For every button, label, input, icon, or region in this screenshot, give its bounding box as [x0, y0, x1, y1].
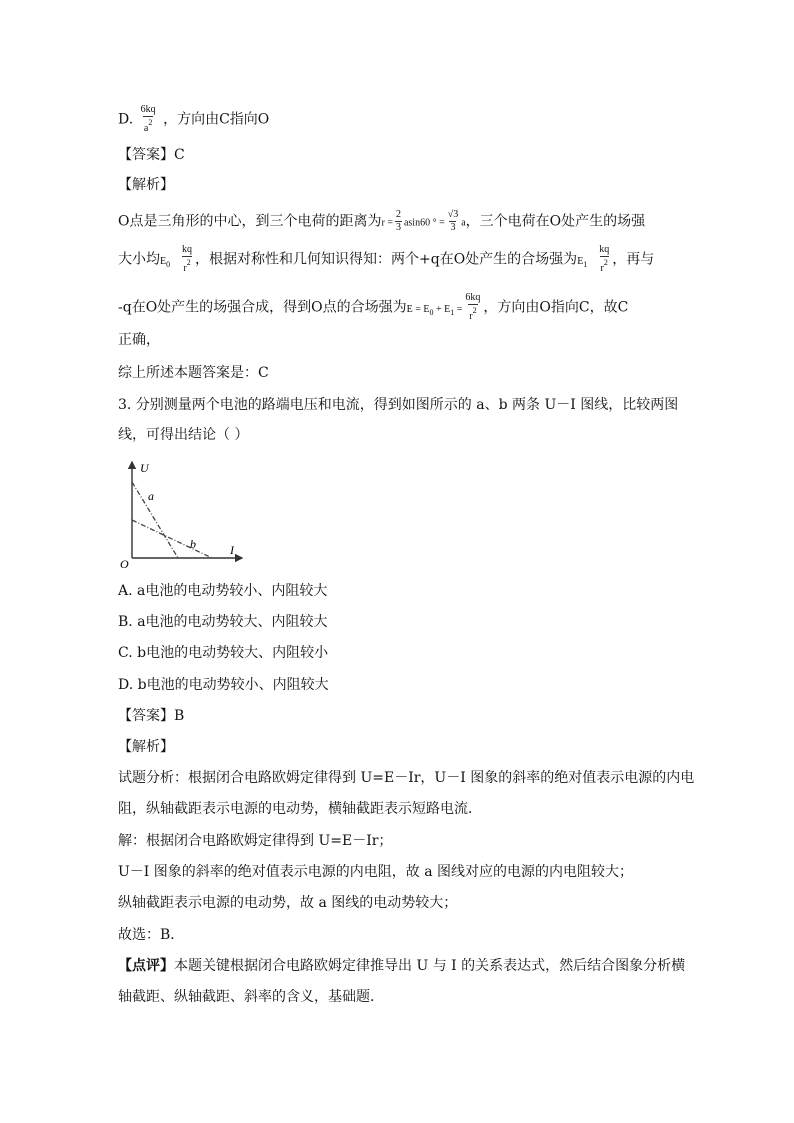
den-exponent: 2	[603, 258, 608, 267]
formula-a: a	[461, 217, 466, 229]
text: 大小均	[118, 251, 160, 268]
u-label: U	[140, 461, 149, 475]
analysis-1-line-2	[118, 244, 654, 275]
fraction-numerator: 6kq	[465, 292, 481, 303]
fraction-denominator	[600, 256, 609, 275]
fraction-denominator	[182, 256, 191, 275]
analysis-3-line: 解：根据闭合电路欧姆定律得到 U=E－Ir；	[118, 833, 393, 849]
den-exponent: 2	[186, 258, 191, 267]
comment-label: 【点评】	[118, 958, 174, 974]
den-base: r	[600, 263, 604, 274]
fraction-numerator: 6kq	[140, 104, 156, 115]
e-symbol: E	[577, 255, 584, 267]
comment-text: 本题关键根据闭合电路欧姆定律推导出 U 与 I 的关系表达式，然后结合图象分析横	[174, 958, 686, 974]
option-d: D. b电池的电动势较小、内阻较大	[118, 677, 329, 693]
formula-e0	[160, 256, 170, 267]
option-label: D.	[118, 111, 134, 128]
analysis-1-heading: 【解析】	[118, 177, 174, 193]
analysis-1-line-4: 正确，	[118, 332, 160, 348]
formula-asin: asin60 ° =	[403, 217, 445, 229]
analysis-3-line: 故选：B．	[118, 927, 185, 943]
fraction	[395, 209, 402, 234]
summary-1: 综上所述本题答案是：C	[118, 365, 269, 381]
fraction-denominator: 3	[395, 222, 401, 233]
formula-r: r =	[381, 217, 393, 229]
answer-1: 【答案】C	[118, 147, 185, 163]
fraction-numerator: 2	[395, 209, 401, 220]
text: ，三个电荷在O处产生的场强	[465, 213, 646, 230]
prev-option-d	[118, 104, 269, 135]
text: ，根据对称性和几何知识得知：两个+q在O处产生的合场强为	[195, 251, 578, 268]
formula-part: =	[456, 303, 463, 315]
option-b: B. a电池的电动势较大、内阻较大	[118, 614, 328, 630]
option-text: ，方向由C指向O	[163, 111, 270, 128]
e-symbol: E	[160, 255, 167, 267]
analysis-3-line: 阻，纵轴截距表示电源的电动势，横轴截距表示短路电流．	[118, 801, 482, 817]
formula-part: + E	[436, 303, 451, 315]
fraction-denominator: 3	[450, 222, 456, 233]
formula-part: E = E	[406, 303, 430, 315]
den-exponent: 2	[148, 118, 153, 127]
origin-label: O	[120, 557, 129, 570]
fraction-denominator	[143, 116, 153, 135]
text: -q在O处产生的场强合成，得到O点的合场强为	[118, 299, 407, 316]
text: O点是三角形的中心，到三个电荷的距离为	[118, 213, 382, 230]
den-exponent: 2	[472, 306, 477, 315]
fraction-numerator: √3	[447, 209, 459, 220]
analysis-1-line-1	[118, 209, 645, 234]
analysis-3-line: 纵轴截距表示电源的电动势，故 a 图线的电动势较大；	[118, 895, 458, 911]
ui-graph-figure	[118, 458, 248, 570]
a-label: a	[148, 489, 154, 503]
text: ，再与	[612, 251, 655, 268]
fraction-denominator	[468, 304, 477, 323]
analysis-3-line: U－I 图象的斜率的绝对值表示电源的内电阻，故 a 图线对应的电源的内电阻较大；	[118, 864, 634, 880]
analysis-3-heading: 【解析】	[118, 739, 174, 755]
den-base: r	[469, 311, 473, 322]
fraction-numerator: kq	[599, 244, 610, 255]
comment-line-2: 轴截距、纵轴截距、斜率的含义，基础题．	[118, 989, 384, 1005]
formula-e1	[577, 256, 587, 267]
e-subscript: 0	[166, 259, 171, 269]
e-subscript: 1	[583, 259, 588, 269]
den-base: a	[143, 123, 149, 134]
fraction	[464, 292, 481, 323]
fraction	[181, 244, 193, 275]
analysis-1-line-3	[118, 292, 628, 323]
den-base: r	[183, 263, 187, 274]
question-3-line-1: 3. 分别测量两个电池的路端电压和电流，得到如图所示的 a、b 两条 U－I 图线，比较两图	[118, 397, 679, 413]
question-3-line-2: 线，可得出结论（ ）	[118, 427, 249, 443]
fraction-numerator: kq	[182, 244, 193, 255]
fraction	[140, 104, 157, 135]
i-label: I	[230, 543, 234, 557]
answer-3: 【答案】B	[118, 708, 185, 724]
line-a	[132, 482, 178, 558]
fraction	[447, 209, 460, 234]
comment-line-1	[118, 956, 685, 976]
option-c: C. b电池的电动势较大、内阻较小	[118, 645, 329, 661]
formula-subscript: 1	[450, 307, 455, 317]
option-a: A. a电池的电动势较小、内阻较大	[118, 583, 328, 599]
line-b	[132, 520, 212, 558]
formula-sum	[407, 304, 463, 315]
b-label: b	[190, 537, 196, 551]
fraction	[598, 244, 610, 275]
text: ，方向由O指向C，故C	[483, 299, 629, 316]
formula-subscript: 0	[429, 307, 434, 317]
analysis-3-line: 试题分析：根据闭合电路欧姆定律得到 U=E－Ir，U－I 图象的斜率的绝对值表示电源的内电	[118, 770, 695, 786]
